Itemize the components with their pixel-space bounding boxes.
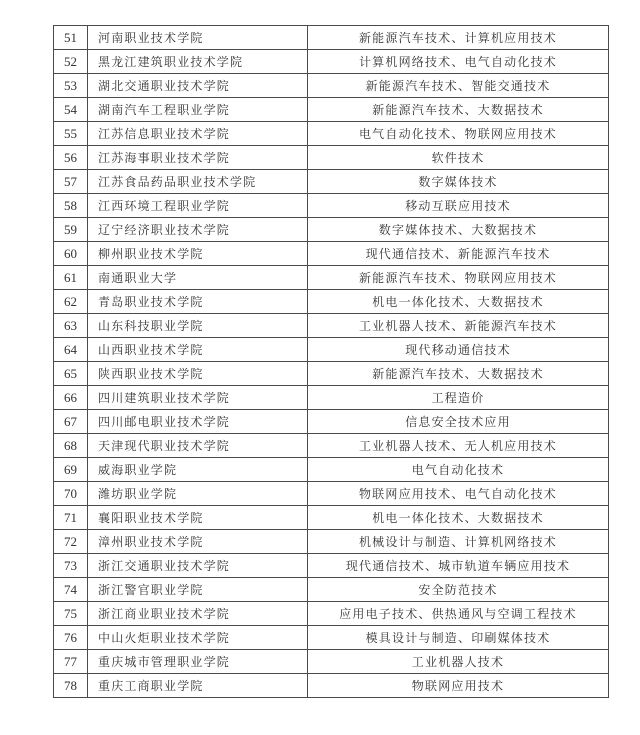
programs-cell: 新能源汽车技术、计算机应用技术 <box>308 26 609 50</box>
row-number-cell: 67 <box>54 410 88 434</box>
programs-cell: 机械设计与制造、计算机网络技术 <box>308 530 609 554</box>
table-row <box>54 338 609 362</box>
school-name-cell: 中山火炬职业技术学院 <box>88 626 308 650</box>
school-name-cell: 柳州职业技术学院 <box>88 242 308 266</box>
programs-cell: 安全防范技术 <box>308 578 609 602</box>
row-number-cell: 70 <box>54 482 88 506</box>
row-number-cell: 61 <box>54 266 88 290</box>
row-number-cell: 53 <box>54 74 88 98</box>
table-row <box>54 434 609 458</box>
row-number-cell: 63 <box>54 314 88 338</box>
row-number-cell: 74 <box>54 578 88 602</box>
table-row <box>54 482 609 506</box>
programs-cell: 工业机器人技术 <box>308 650 609 674</box>
table-row <box>54 458 609 482</box>
school-name-cell: 浙江警官职业学院 <box>88 578 308 602</box>
school-name-cell: 重庆工商职业学院 <box>88 674 308 698</box>
table-row <box>54 194 609 218</box>
programs-cell: 新能源汽车技术、智能交通技术 <box>308 74 609 98</box>
table-row <box>54 242 609 266</box>
table-row <box>54 674 609 698</box>
school-name-cell: 四川邮电职业技术学院 <box>88 410 308 434</box>
programs-cell: 工业机器人技术、新能源汽车技术 <box>308 314 609 338</box>
table-row <box>54 290 609 314</box>
school-name-cell: 江苏食品药品职业技术学院 <box>88 170 308 194</box>
table-row <box>54 74 609 98</box>
table-row <box>54 170 609 194</box>
row-number-cell: 69 <box>54 458 88 482</box>
school-name-cell: 威海职业学院 <box>88 458 308 482</box>
programs-cell: 机电一体化技术、大数据技术 <box>308 506 609 530</box>
table-row <box>54 98 609 122</box>
school-name-cell: 襄阳职业技术学院 <box>88 506 308 530</box>
table-row <box>54 386 609 410</box>
programs-cell: 新能源汽车技术、大数据技术 <box>308 362 609 386</box>
table-row <box>54 50 609 74</box>
row-number-cell: 62 <box>54 290 88 314</box>
school-name-cell: 江苏海事职业技术学院 <box>88 146 308 170</box>
row-number-cell: 65 <box>54 362 88 386</box>
row-number-cell: 72 <box>54 530 88 554</box>
table-body <box>54 26 609 698</box>
row-number-cell: 77 <box>54 650 88 674</box>
school-name-cell: 陕西职业技术学院 <box>88 362 308 386</box>
school-name-cell: 山东科技职业学院 <box>88 314 308 338</box>
row-number-cell: 76 <box>54 626 88 650</box>
programs-cell: 数字媒体技术 <box>308 170 609 194</box>
table-row <box>54 362 609 386</box>
programs-cell: 模具设计与制造、印刷媒体技术 <box>308 626 609 650</box>
table-row <box>54 410 609 434</box>
row-number-cell: 59 <box>54 218 88 242</box>
row-number-cell: 58 <box>54 194 88 218</box>
programs-cell: 电气自动化技术、物联网应用技术 <box>308 122 609 146</box>
table-row <box>54 506 609 530</box>
programs-cell: 现代通信技术、新能源汽车技术 <box>308 242 609 266</box>
school-name-cell: 浙江交通职业技术学院 <box>88 554 308 578</box>
programs-cell: 现代通信技术、城市轨道车辆应用技术 <box>308 554 609 578</box>
row-number-cell: 73 <box>54 554 88 578</box>
school-name-cell: 重庆城市管理职业学院 <box>88 650 308 674</box>
school-name-cell: 潍坊职业学院 <box>88 482 308 506</box>
row-number-cell: 55 <box>54 122 88 146</box>
programs-cell: 移动互联应用技术 <box>308 194 609 218</box>
programs-cell: 计算机网络技术、电气自动化技术 <box>308 50 609 74</box>
school-name-cell: 漳州职业技术学院 <box>88 530 308 554</box>
table-row <box>54 26 609 50</box>
row-number-cell: 51 <box>54 26 88 50</box>
school-name-cell: 天津现代职业技术学院 <box>88 434 308 458</box>
school-name-cell: 江西环境工程职业学院 <box>88 194 308 218</box>
row-number-cell: 66 <box>54 386 88 410</box>
table-row <box>54 266 609 290</box>
school-name-cell: 青岛职业技术学院 <box>88 290 308 314</box>
table-row <box>54 146 609 170</box>
programs-cell: 物联网应用技术、电气自动化技术 <box>308 482 609 506</box>
row-number-cell: 78 <box>54 674 88 698</box>
school-name-cell: 山西职业技术学院 <box>88 338 308 362</box>
table-row <box>54 554 609 578</box>
programs-cell: 电气自动化技术 <box>308 458 609 482</box>
programs-cell: 数字媒体技术、大数据技术 <box>308 218 609 242</box>
row-number-cell: 75 <box>54 602 88 626</box>
table-row <box>54 218 609 242</box>
schools-programs-table <box>53 25 609 698</box>
programs-cell: 机电一体化技术、大数据技术 <box>308 290 609 314</box>
programs-cell: 工业机器人技术、无人机应用技术 <box>308 434 609 458</box>
row-number-cell: 56 <box>54 146 88 170</box>
row-number-cell: 57 <box>54 170 88 194</box>
programs-cell: 物联网应用技术 <box>308 674 609 698</box>
school-name-cell: 湖南汽车工程职业学院 <box>88 98 308 122</box>
table-row <box>54 314 609 338</box>
table-row <box>54 530 609 554</box>
programs-cell: 应用电子技术、供热通风与空调工程技术 <box>308 602 609 626</box>
school-name-cell: 辽宁经济职业技术学院 <box>88 218 308 242</box>
table-row <box>54 578 609 602</box>
table-row <box>54 650 609 674</box>
row-number-cell: 52 <box>54 50 88 74</box>
row-number-cell: 71 <box>54 506 88 530</box>
school-name-cell: 江苏信息职业技术学院 <box>88 122 308 146</box>
programs-cell: 软件技术 <box>308 146 609 170</box>
row-number-cell: 54 <box>54 98 88 122</box>
school-name-cell: 南通职业大学 <box>88 266 308 290</box>
row-number-cell: 64 <box>54 338 88 362</box>
programs-cell: 新能源汽车技术、大数据技术 <box>308 98 609 122</box>
programs-cell: 新能源汽车技术、物联网应用技术 <box>308 266 609 290</box>
row-number-cell: 68 <box>54 434 88 458</box>
school-name-cell: 河南职业技术学院 <box>88 26 308 50</box>
programs-cell: 现代移动通信技术 <box>308 338 609 362</box>
table-row <box>54 626 609 650</box>
programs-cell: 信息安全技术应用 <box>308 410 609 434</box>
programs-cell: 工程造价 <box>308 386 609 410</box>
table-row <box>54 602 609 626</box>
school-name-cell: 黑龙江建筑职业技术学院 <box>88 50 308 74</box>
row-number-cell: 60 <box>54 242 88 266</box>
school-name-cell: 浙江商业职业技术学院 <box>88 602 308 626</box>
table-row <box>54 122 609 146</box>
school-name-cell: 湖北交通职业技术学院 <box>88 74 308 98</box>
school-name-cell: 四川建筑职业技术学院 <box>88 386 308 410</box>
